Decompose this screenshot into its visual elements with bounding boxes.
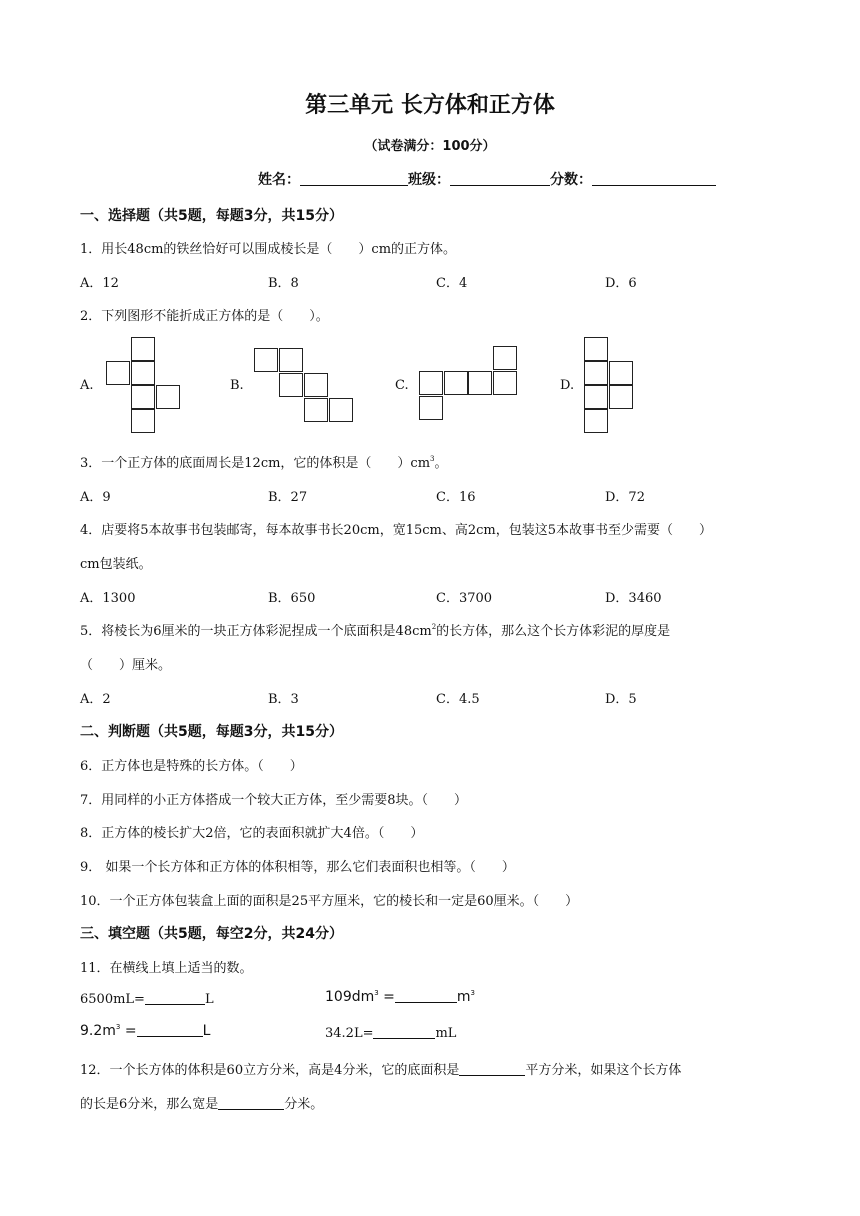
student-info-row: [258, 169, 716, 189]
question-8: 8．正方体的棱长扩大2倍，它的表面积就扩大4倍。（ ）: [80, 826, 424, 841]
page-title: 第三单元 长方体和正方体: [305, 93, 555, 118]
q5-option-a: A．2: [80, 692, 111, 707]
q5-option-b: B．3: [268, 692, 299, 707]
question-6: 6．正方体也是特殊的长方体。（ ）: [80, 759, 303, 774]
q2-label-c: C.: [395, 378, 409, 393]
section-heading-judge: 二、判断题（共5题，每题3分，共15分）: [80, 724, 343, 740]
class-blank[interactable]: [450, 171, 550, 186]
question-11: 11．在横线上填上适当的数。: [80, 961, 253, 976]
q2-label-b: B.: [230, 378, 244, 393]
question-12-line2: 的长是6分米，那么宽是 分米。: [80, 1097, 324, 1112]
q1-option-d: D．6: [605, 276, 637, 291]
question-4-line2: cm包装纸。: [80, 557, 152, 572]
question-7: 7．用同样的小正方体搭成一个较大正方体，至少需要8块。（ ）: [80, 793, 468, 808]
answer-line[interactable]: [137, 1023, 203, 1037]
question-9: 9． 如果一个长方体和正方体的体积相等，那么它们表面积也相等。（ ）: [80, 860, 515, 875]
score-blank[interactable]: [592, 171, 716, 186]
name-label: 姓名：: [258, 172, 300, 188]
q4-option-a: A．1300: [80, 591, 136, 606]
score-label: 分数：: [550, 172, 592, 188]
question-4-line1: 4．店要将5本故事书包装邮寄，每本故事书长20cm，宽15cm、高2cm，包装这5本故事书至少需要（ ）: [80, 523, 712, 538]
answer-line[interactable]: [459, 1062, 525, 1076]
question-12-line1: 12．一个长方体的体积是60立方分米，高是4分米，它的底面积是 平方分米，如果这个长方体: [80, 1063, 682, 1078]
q4-option-b: B．650: [268, 591, 316, 606]
question-2: 2．下列图形不能折成正方体的是（ ）。: [80, 309, 329, 324]
q3-option-d: D．72: [605, 490, 645, 505]
question-1: 1．用长48cm的铁丝恰好可以围成棱长是（ ）cm的正方体。: [80, 242, 457, 257]
question-10: 10．一个正方体包装盒上面的面积是25平方厘米，它的棱长和一定是60厘米。（ ）: [80, 894, 579, 909]
question-5-line1: 5．将棱长为6厘米的一块正方体彩泥捏成一个底面积是$48cm^2$的长方体，那么这个长方体彩泥的厚度是: [80, 623, 671, 639]
answer-line[interactable]: [395, 989, 457, 1003]
q4-option-d: D．3460: [605, 591, 662, 606]
q3-option-c: C．16: [436, 490, 476, 505]
q4-option-c: C．3700: [436, 591, 493, 606]
section-heading-fill: 三、填空题（共5题，每空2分，共24分）: [80, 926, 343, 942]
answer-line[interactable]: [145, 991, 205, 1005]
q11-blank-1: 6500mL= L: [80, 992, 214, 1007]
q2-label-d: D.: [560, 378, 575, 393]
q11-blank-4: 34.2L= mL: [325, 1026, 457, 1041]
question-5-line2: （ ）厘米。: [80, 658, 172, 673]
q2-label-a: A.: [80, 378, 94, 393]
q11-blank-2: $109dm^3 = m^3$: [325, 989, 476, 1005]
section-heading-choice: 一、选择题（共5题，每题3分，共15分）: [80, 208, 343, 224]
class-label: 班级：: [408, 172, 450, 188]
page-subtitle: （试卷满分：100分）: [364, 139, 496, 154]
q1-option-c: C．4: [436, 276, 468, 291]
q5-option-c: C．4.5: [436, 692, 480, 707]
answer-line[interactable]: [373, 1025, 435, 1039]
q1-option-a: A．12: [80, 276, 119, 291]
q1-option-b: B．8: [268, 276, 299, 291]
question-3: 3．一个正方体的底面周长是12cm，它的体积是（ ）$cm^3$。: [80, 455, 448, 471]
q3-option-b: B．27: [268, 490, 308, 505]
q5-option-d: D．5: [605, 692, 637, 707]
q11-blank-3: $9.2m^3 = L$: [80, 1023, 211, 1039]
answer-line[interactable]: [218, 1096, 284, 1110]
q3-option-a: A．9: [80, 490, 111, 505]
name-blank[interactable]: [300, 171, 408, 186]
